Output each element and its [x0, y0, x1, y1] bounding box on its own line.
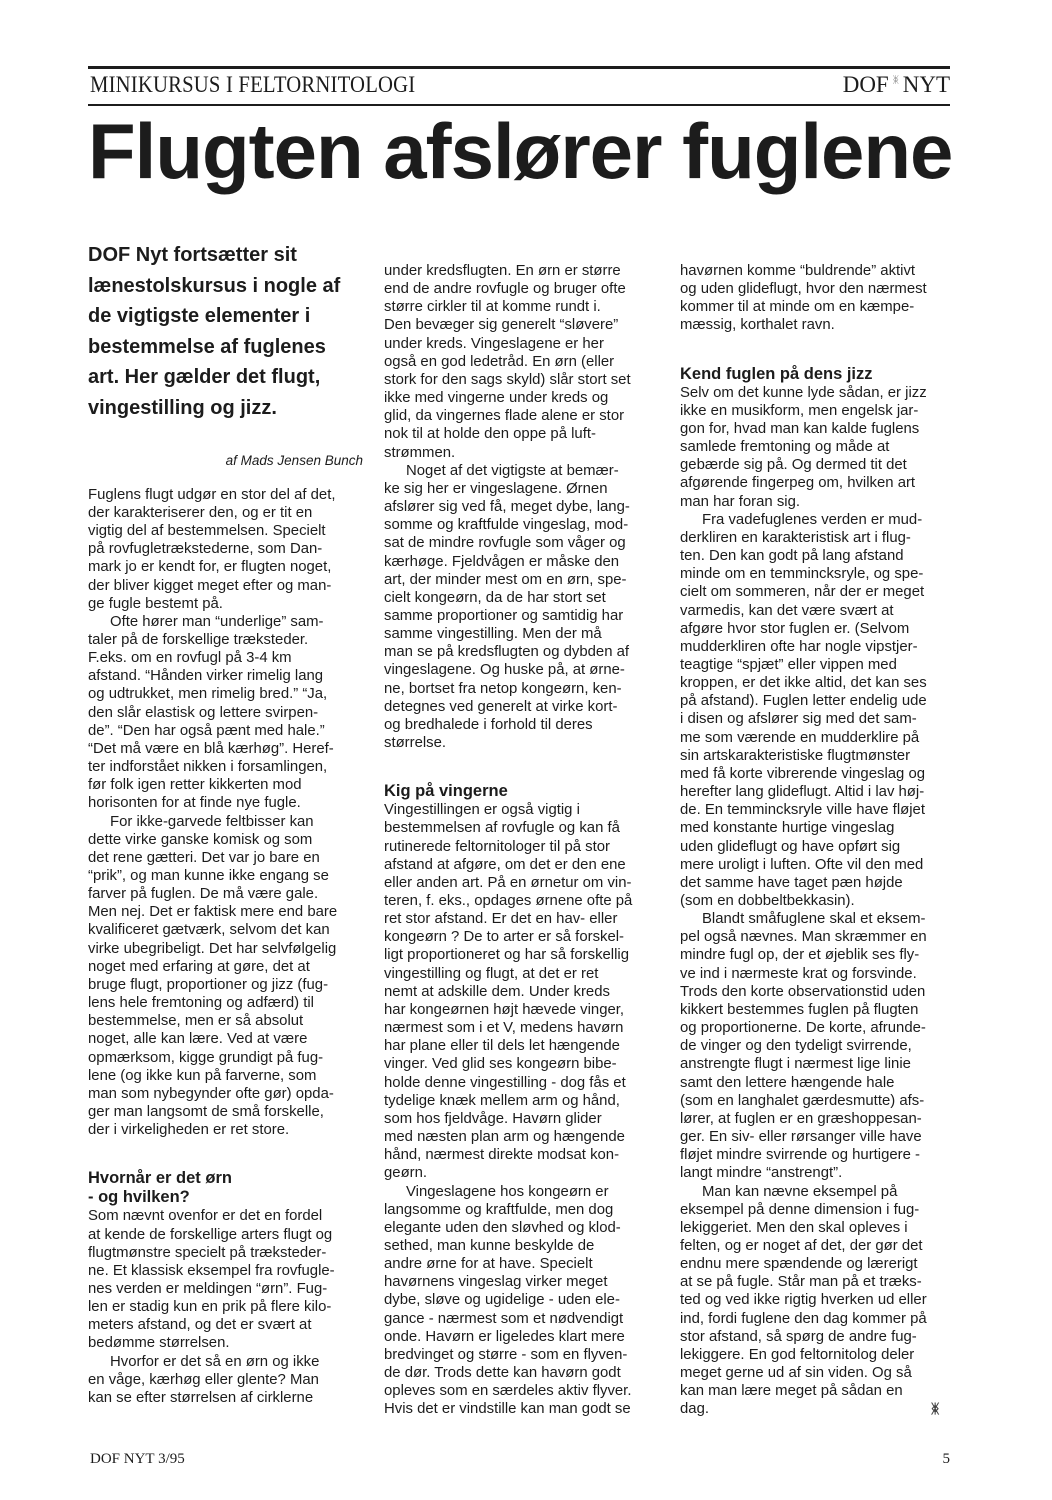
- text-line: ve ind i nærmeste krat og forsvinde.: [680, 965, 917, 982]
- text-line: herefter lang glideflugt. Altid i lav høj-: [680, 784, 925, 801]
- text-line: bruge flugt, proportioner og jizz (fug-: [88, 976, 329, 993]
- text-line: fløjet mindre svirrende og hurtigere -: [680, 1147, 921, 1164]
- text-line: mindre fugl op, der et øjeblik ses fly-: [680, 947, 920, 964]
- text-line: kvalificeret gætværk, selvom det kan: [88, 922, 330, 939]
- text-line: på rovfugletrækstederne, som Dan-: [88, 541, 323, 558]
- text-line: holde denne vingestilling - dog fås et: [384, 1074, 626, 1091]
- text-line: teren, f. eks., opdages ørnene ofte på: [384, 893, 633, 909]
- text-line: kommer til at minde om en kæmpe-: [680, 299, 915, 316]
- text-line: bedømme størrelsen.: [88, 1335, 230, 1352]
- text-line: samme vingestilling. Men der må: [384, 626, 602, 643]
- text-line: stork for den sags skyld) slår stort set: [384, 371, 631, 388]
- text-line: onde. Havørn er ligeledes klart mere: [384, 1328, 625, 1345]
- text-line: og bredhalede i forhold til deres: [384, 716, 593, 733]
- text-line: der karakteriserer den, og er tit en: [88, 504, 313, 521]
- text-line: gebærde sig på. Og dermed tit det: [680, 457, 907, 474]
- text-line: de. En temmincksryle ville have fløjet: [680, 802, 925, 819]
- lead-line: lænestolskursus i nogle af: [88, 274, 341, 297]
- text-line: minde om en temmincksryle, og spe-: [680, 566, 924, 583]
- text-line: havørnen komme “buldrende” aktivt: [680, 263, 916, 279]
- lead-line: art. Her gælder det flugt,: [88, 366, 321, 389]
- text-line: afstand. “Hånden virker rimelig lang: [88, 668, 324, 685]
- last-line-text: dag.: [680, 1401, 709, 1418]
- body-paragraph: [680, 511, 953, 910]
- text-line: tydelige knæk mellem arm og hånd,: [384, 1092, 620, 1109]
- body-paragraph: [384, 262, 658, 462]
- text-line: nes verden er meldingen “ørn”. Fug-: [88, 1280, 328, 1297]
- body-paragraph: [680, 262, 953, 335]
- text-line: sethed, man kunne beskylde de: [384, 1237, 595, 1254]
- masthead-left: DOF: [842, 72, 889, 97]
- text-line: på afstand). Fuglen letter endelig ude: [680, 693, 927, 710]
- text-line: meget gerne ud af sin viden. Og så: [680, 1365, 912, 1382]
- text-line: samlede fremtoning og måde at: [680, 439, 890, 456]
- text-line: lører, at fuglen er en græshoppesan-: [680, 1110, 922, 1127]
- masthead: [843, 72, 950, 98]
- text-line: uden glideflugt og have opført sig: [680, 838, 901, 855]
- text-line: vingestilling og flugt, at det er ret: [384, 965, 599, 982]
- text-line: “Det må være en blå kærhøg”. Heref-: [88, 740, 334, 757]
- lead-line: bestemmelse af fuglenes: [88, 335, 326, 358]
- text-line: kærhøge. Fjeldvågen er måske den: [384, 553, 620, 570]
- body-paragraph: [384, 801, 658, 1182]
- text-line: størrelse.: [384, 735, 447, 752]
- text-line: (som en dobbeltbekkasin).: [680, 893, 855, 909]
- text-line: det rene gætteri. Det var jo bare en: [88, 849, 320, 866]
- text-line: cielt kongeørn, da de har stort set: [384, 589, 606, 606]
- masthead-logo-icon: ᛤ: [892, 75, 899, 87]
- text-line: de dør. Trods dette kan havørn godt: [384, 1365, 621, 1382]
- text-line: lens hele fremtoning og adfærd) til: [88, 995, 314, 1012]
- text-line: F.eks. om en rovfugl på 3-4 km: [88, 650, 292, 667]
- text-line: felten, og er noget af det, der gør det: [680, 1237, 923, 1254]
- text-line: det samme have taget pæn højde: [680, 874, 903, 891]
- end-mark-icon: ᛤ: [931, 1401, 939, 1417]
- page-number: 5: [942, 1451, 950, 1467]
- text-line: vigtig del af bestemmelsen. Specielt: [88, 523, 326, 540]
- text-line: farver på fuglen. De må være gale.: [88, 886, 319, 903]
- text-line: ger man langsomt de små forskelle,: [88, 1104, 324, 1121]
- text-line: lekiggere. En god feltornitolog deler: [680, 1346, 915, 1363]
- text-line: noget med erfaring at gøre, det at: [88, 958, 310, 975]
- text-line: geørn.: [384, 1165, 428, 1182]
- text-line: bredvinget og større - som en flyven-: [384, 1346, 628, 1363]
- text-line: stor afstand, så spørg de andre fug-: [680, 1328, 917, 1345]
- text-line: den slår elastisk og lettere svirpen-: [88, 704, 319, 721]
- body-paragraph: [88, 813, 363, 1140]
- text-line: før folk igen retter kikkerten mod: [88, 777, 302, 794]
- text-line: noget, alle kan lære. Ved at være: [88, 1031, 308, 1048]
- text-line: cielt om sommeren, når der er meget: [680, 584, 925, 601]
- text-line: taler på de forskellige træksteder.: [88, 631, 309, 648]
- text-line: og proportionerne. De korte, afrunde-: [680, 1020, 926, 1037]
- headline: Flugten afslører fuglene: [88, 107, 953, 195]
- text-line: endnu mere spændende og lærerigt: [680, 1256, 918, 1273]
- footer-issue: DOF NYT 3/95: [90, 1451, 185, 1467]
- text-line: Men nej. Det er faktisk mere end bare: [88, 904, 338, 921]
- text-line: ted og ved ikke rigtig hverken ud eller: [680, 1292, 927, 1309]
- text-line: lekiggeriet. Men den skal opleves i: [680, 1219, 908, 1236]
- text-line: somme og kraftfulde vingeslag, mod-: [384, 517, 629, 534]
- text-line: opmærksom, kigge grundigt på fug-: [88, 1049, 324, 1066]
- body-paragraph: [384, 1183, 658, 1419]
- text-line: virke ubegribeligt. Det har selvfølgelig: [88, 940, 337, 957]
- text-line: flugtmønstre specielt på træksteder-: [88, 1244, 327, 1261]
- text-line: varmedis, kan det være svært at: [680, 602, 894, 619]
- lead-line: de vigtigste elementer i: [88, 305, 311, 328]
- text-line: og uden glideflugt, hvor den nærmest: [680, 281, 927, 298]
- text-line: Den bevæger sig generelt “sløvere”: [384, 317, 619, 334]
- text-line: horisonten for at finde nye fugle.: [88, 795, 301, 812]
- text-line: samme proportioner og samtidig har: [384, 607, 624, 624]
- text-line: Fuglens flugt udgør en stor del af det,: [88, 486, 336, 503]
- text-line: nok til at holde den oppe på luft-: [384, 426, 596, 443]
- text-line: Noget af det vigtigste at bemær-: [406, 462, 619, 479]
- text-line: en våge, kærhøg eller glente? Man: [88, 1371, 319, 1388]
- text-line: Ofte hører man “underlige” sam-: [110, 613, 324, 630]
- text-line: med konstante hurtige vingeslag: [680, 820, 895, 837]
- text-line: andre ørne for at have. Specielt: [384, 1256, 593, 1273]
- text-line: mere uroligt i luften. Ofte vil den med: [680, 856, 924, 873]
- text-line: art, der minder mest om en ørn, spe-: [384, 571, 627, 588]
- body-paragraph: [680, 910, 953, 1182]
- lead-line: DOF Nyt fortsætter sit: [88, 244, 297, 266]
- body-paragraph: [88, 486, 363, 613]
- text-line: detegnes ved generelt at virke kort-: [384, 698, 618, 715]
- text-line: nemt at adskille dem. Under kreds: [384, 983, 610, 1000]
- text-line: teagtige “spjæt” eller vippen med: [680, 656, 897, 673]
- text-line: under kreds. Vingeslagene er her: [384, 335, 604, 352]
- text-line: afslører sig ved få, meget dybe, lang-: [384, 499, 630, 516]
- column-1: [88, 240, 363, 1407]
- text-line: elegante uden den sløvhed og klod-: [384, 1219, 621, 1236]
- text-line: med få korte vibrerende vingeslag og: [680, 765, 926, 782]
- text-line: ne. Et klassisk eksempel fra rovfugle-: [88, 1262, 335, 1279]
- text-line: end de andre rovfugle og bruger ofte: [384, 281, 626, 298]
- text-line: Blandt småfuglene skal et eksem-: [702, 911, 926, 928]
- text-line: mæssig, korthalet ravn.: [680, 317, 835, 334]
- text-line: Vingeslagene hos kongeørn er: [406, 1183, 609, 1200]
- text-line: har kongeørnen højt hævede vinger,: [384, 1001, 625, 1018]
- text-line: bestemmelse, men er så absolut: [88, 1013, 304, 1030]
- column-2: [384, 262, 658, 1419]
- text-line: ikke med vingerne under kreds og: [384, 390, 609, 407]
- text-line: har plane eller til dels let hængende: [384, 1038, 620, 1055]
- text-line: eller anden art. På en ørnetur om vin-: [384, 874, 632, 891]
- text-line: større cirkler til at komme rundt i.: [384, 299, 601, 316]
- text-line: kikkert bestemmes fuglen på flugten: [680, 1001, 919, 1018]
- text-line: de vinger og den tydeligt svirrende,: [680, 1038, 912, 1055]
- text-line: [680, 1400, 953, 1418]
- text-line: opleves som en særdeles aktiv flyver.: [384, 1383, 632, 1400]
- text-line: med næsten plan arm og hængende: [384, 1129, 625, 1146]
- text-line: hånd, nærmest direkte modsat kon-: [384, 1147, 620, 1164]
- body-paragraph: [88, 613, 363, 813]
- text-line: Trods den korte observationstid uden: [680, 983, 926, 1000]
- text-line: og udtrukket, men rimelig bred.” “Ja,: [88, 686, 328, 703]
- body-paragraph: [680, 384, 953, 511]
- text-line: man har foran sig.: [680, 493, 801, 510]
- text-line: langt mindre “anstrengt”.: [680, 1165, 843, 1182]
- text-line: ne, bortset fra netop kongeørn, ken-: [384, 680, 622, 697]
- text-line: len er stadig kun en prik på flere kilo-: [88, 1299, 332, 1316]
- text-line: ret stor afstand. Er det en hav- eller: [384, 911, 618, 928]
- text-line: de”. “Den har også pænt med hale.”: [88, 722, 325, 739]
- text-line: der bliver kigget meget efter og man-: [88, 577, 332, 594]
- section-heading-line: Hvornår er det ørn: [88, 1169, 232, 1188]
- header-rule-bottom: [88, 104, 950, 106]
- body-paragraph: [384, 462, 658, 753]
- text-line: anstrengte flugt i nærmest lige linie: [680, 1056, 911, 1073]
- header-rule-top: [88, 66, 950, 69]
- text-line: eksempel på denne dimension i fug-: [680, 1201, 920, 1218]
- text-line: langsomme og kraftfulde, men dog: [384, 1201, 614, 1218]
- text-line: vinger. Ved glid ses kongeørn bibe-: [384, 1056, 617, 1073]
- text-line: kan man lære meget på sådan en: [680, 1383, 903, 1400]
- text-line: som hos fjeldvåge. Havørn glider: [384, 1110, 602, 1127]
- text-line: vingeslagene. Og huske på, at ørne-: [384, 662, 625, 679]
- text-line: dette virke ganske komisk og som: [88, 831, 313, 848]
- text-line: meters afstand, og det er svært at: [88, 1317, 312, 1334]
- text-line: pel også nævnes. Man skræmmer en: [680, 929, 927, 946]
- text-line: Hvorfor er det så en ørn og ikke: [110, 1353, 320, 1370]
- text-line: ge fugle bestemt på.: [88, 595, 223, 612]
- text-line: i disen og afslører sig med det sam-: [680, 711, 917, 728]
- text-line: havørnens vingeslag virker meget: [384, 1274, 608, 1291]
- text-line: afgøre hvor stor fuglen er. (Selvom: [680, 620, 910, 637]
- column-3: [680, 262, 953, 1419]
- text-line: ten. Den kan godt på lang afstand: [680, 548, 904, 565]
- text-line: gon for, hvad man kan kalde fuglens: [680, 420, 920, 437]
- text-line: lene (og ikke kun på farverne, som: [88, 1067, 317, 1084]
- text-line: ger. En siv- eller rørsanger ville have: [680, 1129, 922, 1146]
- text-line: kongeørn ? De to arter er så forskel-: [384, 929, 625, 946]
- masthead-right: NYT: [902, 72, 950, 97]
- text-line: nærmest som i et V, medens havørn: [384, 1020, 624, 1037]
- text-line: strømmen.: [384, 444, 456, 461]
- text-line: der i virkeligheden er ret store.: [88, 1122, 290, 1139]
- text-line: me som værende en mudderklire på: [680, 729, 920, 746]
- text-line: gance - nærmest som et nødvendigt: [384, 1310, 624, 1327]
- text-line: ligt proportioneret og har så forskellig: [384, 947, 629, 964]
- text-line: “prik”, og man kunne ikke engang se: [88, 868, 329, 884]
- text-line: at kende de forskellige arters flugt og: [88, 1226, 333, 1243]
- text-line: Fra vadefuglenes verden er mud-: [702, 511, 923, 528]
- text-line: glid, da vingernes flade alene er stor: [384, 408, 625, 425]
- text-line: ikke en musikform, men engelsk jar-: [680, 402, 919, 419]
- text-line: dybe, sløve og ugidelige - uden ele-: [384, 1292, 620, 1309]
- body-paragraph: [680, 1183, 953, 1419]
- text-line: Som nævnt ovenfor er det en fordel: [88, 1208, 323, 1225]
- text-line: at se på fugle. Står man på et træks-: [680, 1274, 922, 1291]
- text-line: sin artskarakteristiske flugtmønster: [680, 747, 911, 764]
- text-line: mudderkliren ofte har nogle vipstjer-: [680, 638, 918, 655]
- section-heading: Kig på vingerne: [384, 782, 508, 801]
- section-heading: Kend fuglen på dens jizz: [680, 364, 873, 383]
- text-line: afgørende fingerpeg om, hvilken art: [680, 475, 916, 492]
- byline: af Mads Jensen Bunch: [225, 452, 363, 468]
- text-line: Vingestillingen er også vigtig i: [384, 802, 580, 819]
- text-line: mark jo er kendt for, er flugten noget,: [88, 559, 332, 576]
- text-line: kan se efter størrelsen af cirklerne: [88, 1389, 314, 1406]
- lead-line: vingestilling og jizz.: [88, 396, 277, 419]
- text-line: ter indforstået nikken i forsamlingen,: [88, 759, 328, 776]
- text-line: ind, fordi fuglene den dag kommer på: [680, 1310, 927, 1327]
- body-paragraph: [88, 1207, 363, 1352]
- text-line: (som en langhalet gærdesmutte) afs-: [680, 1092, 925, 1109]
- text-line: bestemmelsen af rovfugle og kan få: [384, 820, 620, 837]
- section-kicker: MINIKURSUS I FELTORNITOLOGI: [90, 72, 416, 97]
- text-line: afstand at afgøre, om det er den ene: [384, 856, 626, 873]
- text-line: Hvis det er vindstille kan man godt se: [384, 1401, 631, 1418]
- text-line: Man kan nævne eksempel på: [702, 1183, 898, 1200]
- text-line: sat de mindre rovfugle som våger og: [384, 535, 626, 552]
- lead-paragraph: [88, 240, 363, 424]
- text-line: For ikke-garvede feltbisser kan: [110, 813, 314, 830]
- text-line: man se på kredsflugten og dybden af: [384, 644, 630, 661]
- section-heading-line: - og hvilken?: [88, 1188, 190, 1207]
- text-line: derkliren en karakteristisk art i flug-: [680, 529, 911, 546]
- text-line: kroppen, er det ikke altid, det kan ses: [680, 675, 927, 692]
- text-line: under kredsflugten. En ørn er større: [384, 263, 621, 279]
- text-line: ke sig her er vingeslagene. Ørnen: [384, 480, 608, 497]
- text-line: samt den lettere hængende hale: [680, 1074, 895, 1091]
- text-line: Selv om det kunne lyde sådan, er jizz: [680, 384, 927, 401]
- section-heading: [88, 1169, 363, 1207]
- body-paragraph: [88, 1353, 363, 1407]
- text-line: også en god ledetråd. En ørn (eller: [384, 353, 615, 370]
- text-line: rutinerede feltornitologer til på stor: [384, 838, 610, 855]
- text-line: man som nybegynder ofte gør) opda-: [88, 1085, 334, 1102]
